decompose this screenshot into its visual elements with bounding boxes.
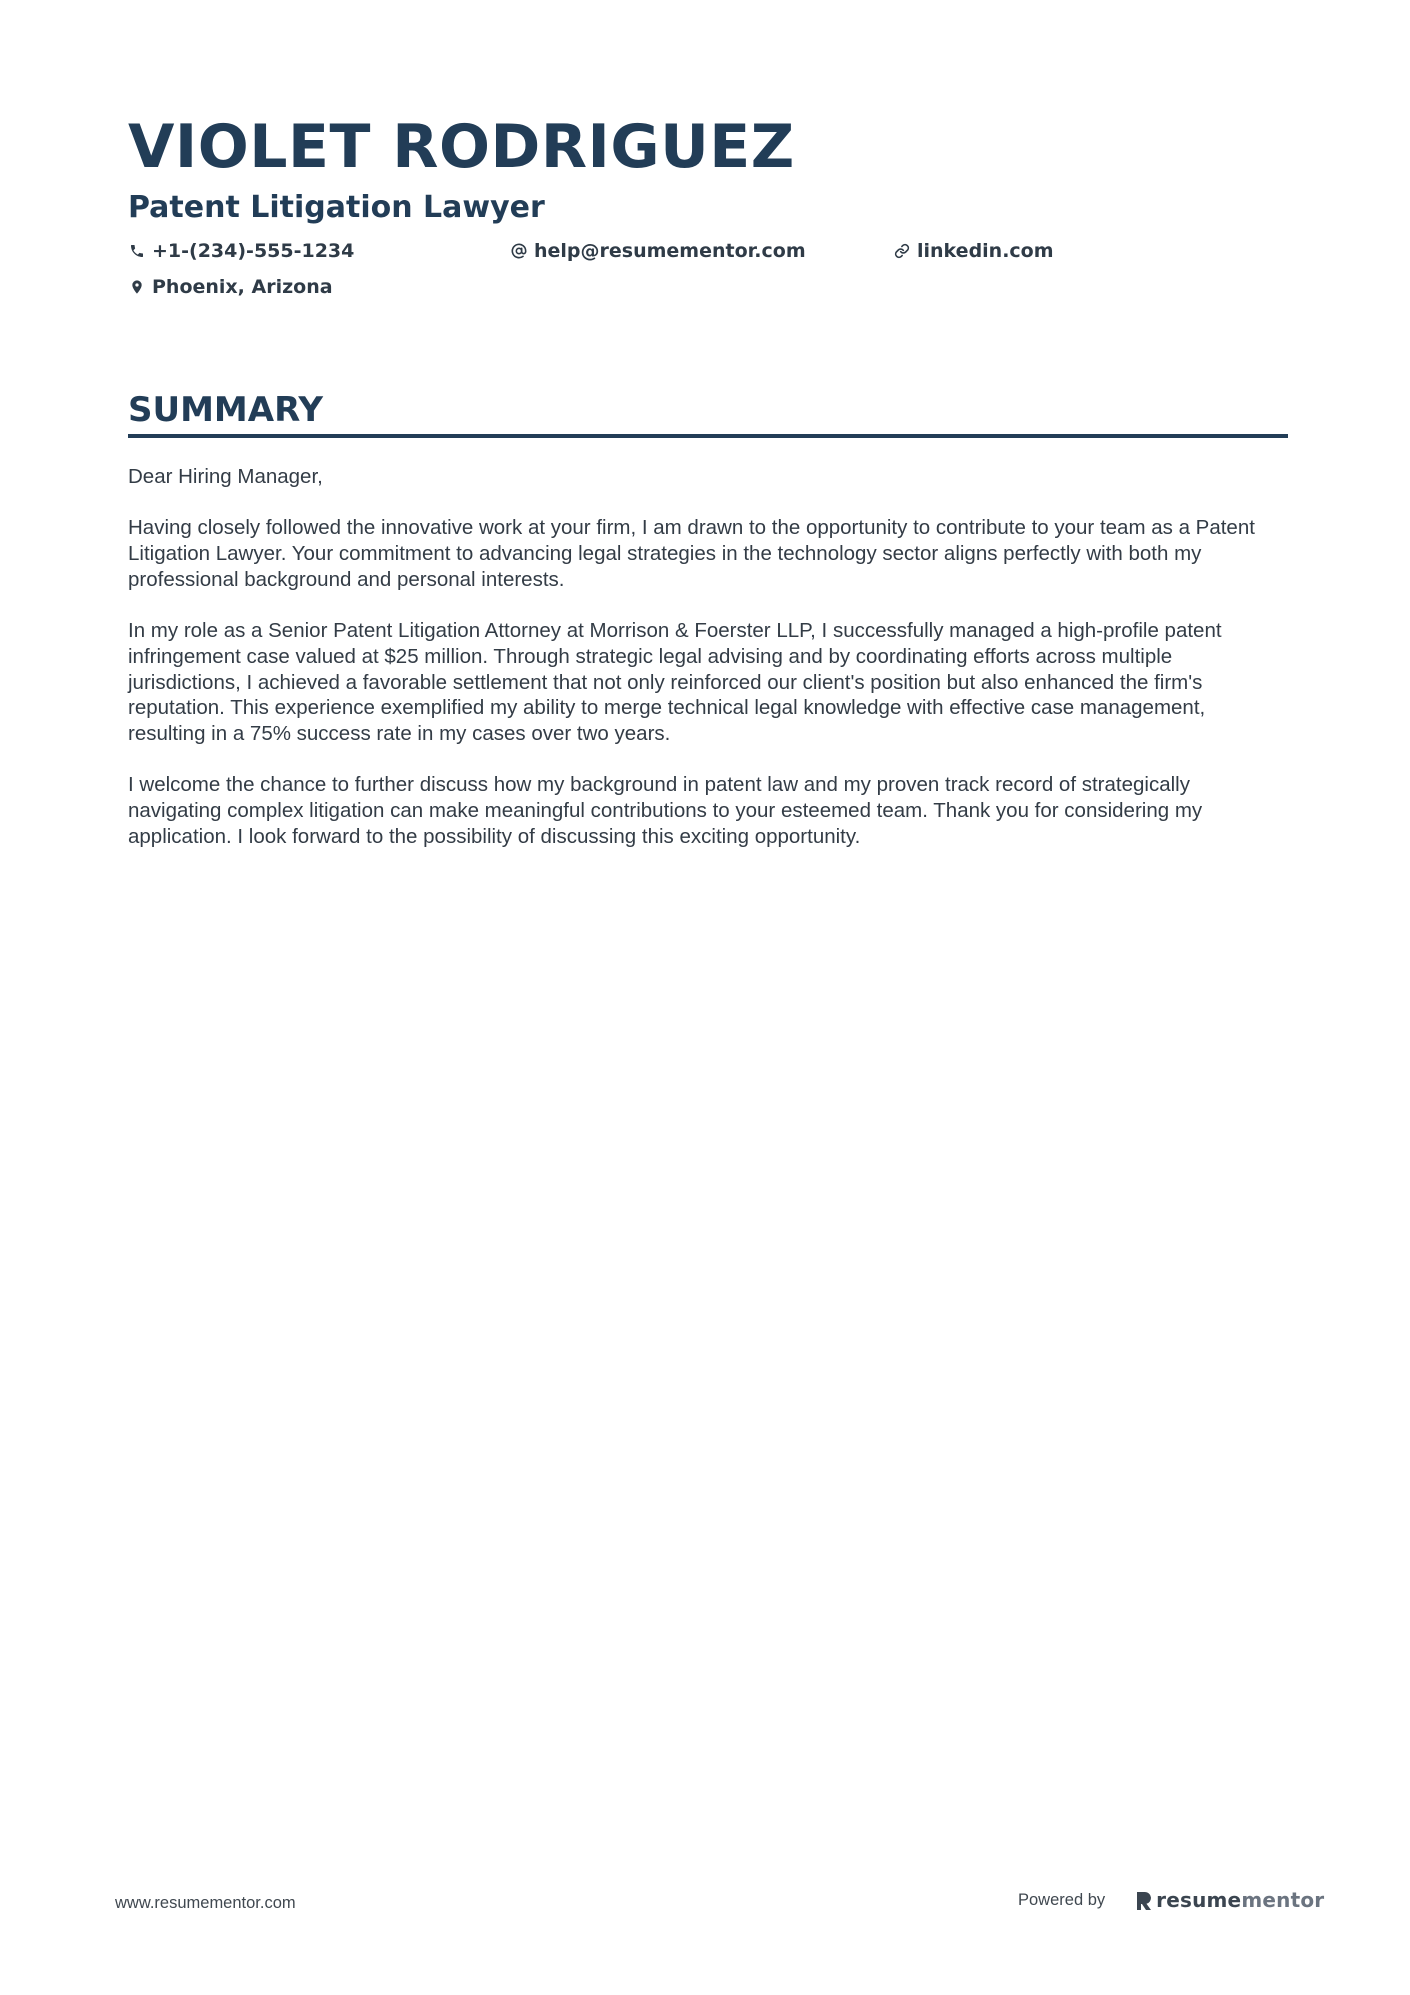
contact-email[interactable] [510, 238, 806, 264]
contact-phone [128, 238, 354, 264]
email-text: help@resumementor.com [534, 240, 806, 262]
brand-logo [1135, 1888, 1324, 1912]
footer-website[interactable]: www.resumementor.com [115, 1894, 296, 1912]
summary-section [128, 388, 1288, 875]
powered-by-label: Powered by [1018, 1890, 1106, 1909]
brand-name-part2: mentor [1241, 1888, 1325, 1912]
letter-paragraph: Having closely followed the innovative work at your firm, I am drawn to the opportunity to contribute to your team as a Patent Litigation Lawyer. Your commitment to advancing legal strategies in the technology sector aligns perfectly with both my professional background and personal interests. [128, 516, 1255, 591]
salutation: Dear Hiring Manager, [128, 465, 323, 488]
location-text: Phoenix, Arizona [152, 276, 333, 298]
brand-name-part1: resume [1156, 1888, 1242, 1912]
phone-icon [128, 242, 146, 260]
candidate-name: VIOLET RODRIGUEZ [128, 112, 795, 182]
contact-location [128, 274, 333, 300]
contact-list [128, 238, 1288, 310]
at-sign-icon [510, 242, 528, 260]
link-icon [893, 242, 911, 260]
letter-paragraph: I welcome the chance to further discuss how my background in patent law and my proven track record of strategically navigating complex litigation can make meaningful contributions to your esteemed team. Thank you for considering my application. I look forward to the possibility of discussing this exciting opportunity. [128, 773, 1203, 848]
job-title: Patent Litigation Lawyer [128, 190, 545, 225]
letter-paragraph: In my role as a Senior Patent Litigation Attorney at Morrison & Foerster LLP, I successfully managed a high-profile patent infringement case valued at $25 million. Through strategic legal advising and by coordinating efforts across multiple jurisdictions, I achieved a favorable settlement that not only reinforced our client's position but also enhanced the firm's reputation. This experience exemplified my ability to merge technical legal knowledge with effective case management, resulting in a 75% success rate in my cases over two years. [128, 619, 1222, 745]
phone-text: +1-(234)-555-1234 [152, 240, 355, 262]
map-pin-icon [128, 278, 146, 296]
contact-link[interactable] [893, 238, 1054, 264]
brand-mark-icon [1135, 1889, 1153, 1911]
section-heading: SUMMARY [128, 388, 1288, 438]
footer-branding [1018, 1888, 1324, 1912]
header [128, 108, 1288, 310]
link-text: linkedin.com [917, 240, 1054, 262]
letter-body [128, 464, 1288, 850]
